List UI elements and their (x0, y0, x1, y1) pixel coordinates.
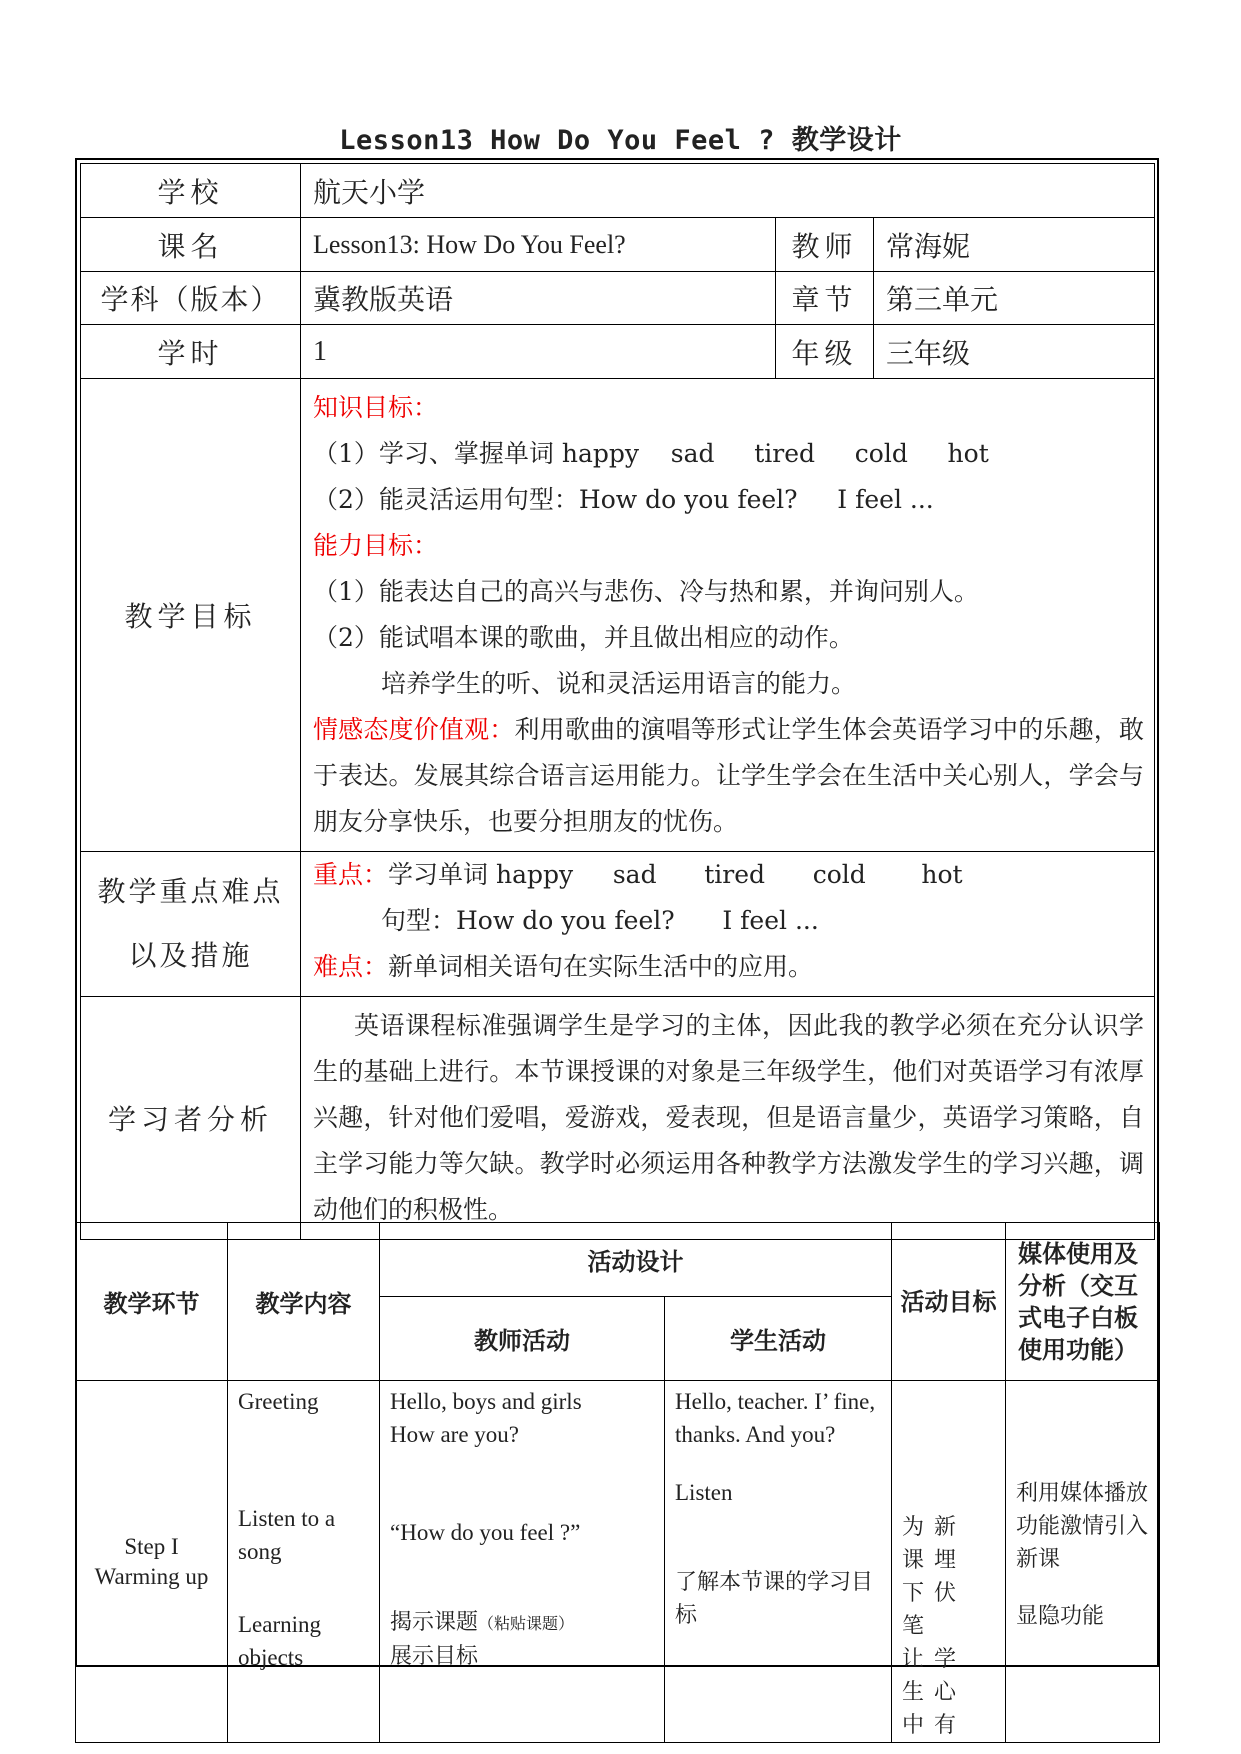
content-listen-song: Listen to a song (238, 1506, 336, 1564)
chapter-value: 第三单元 (874, 272, 1155, 325)
content-learning-objects: Learning objects (238, 1612, 322, 1670)
process-row-step1 (76, 1381, 1160, 1743)
row-school (81, 164, 1155, 218)
step1-teacher-cell (380, 1381, 665, 1743)
hours-value: 1 (301, 325, 776, 379)
step1-student-cell (665, 1381, 892, 1743)
header-teacher: 教师活动 (380, 1297, 665, 1381)
student-listen: Listen (675, 1480, 733, 1505)
learner-label: 学习者分析 (81, 997, 301, 1240)
objectives-label: 教学目标 (81, 379, 301, 852)
focus-label-line2: 以及措施 (128, 939, 253, 972)
subject-label: 学科（版本） (81, 272, 301, 325)
difficult-line (313, 944, 1144, 990)
process-header-row-1 (76, 1223, 1160, 1297)
grade-label: 年级 (776, 325, 874, 379)
key-heading: 重点： (313, 860, 389, 889)
learner-content (301, 997, 1155, 1240)
difficult-text: 新单词相关语句在实际生活中的应用。 (388, 952, 814, 981)
header-stage: 教学环节 (76, 1223, 228, 1381)
grade-value: 三年级 (874, 325, 1155, 379)
teacher-reveal-topic (390, 1606, 654, 1640)
info-table (80, 163, 1155, 1240)
subject-value: 冀教版英语 (301, 272, 776, 325)
header-content: 教学内容 (228, 1223, 380, 1381)
ability-item-3: 培养学生的听、说和灵活运用语言的能力。 (381, 669, 857, 698)
focus-label-line1: 教学重点难点 (97, 875, 284, 908)
teacher-reveal-note: （粘贴课题） (478, 1614, 575, 1633)
content-greeting: Greeting (238, 1389, 319, 1414)
emotion-text: 利用歌曲的演唱等形式让学生体会英语学习中的乐趣，敢于表达。发展其综合语言运用能力。让学生学会在生活中关心别人，学会与朋友分享快乐，也要分担朋友的忧伤。 (313, 715, 1144, 836)
key-pattern: 句型：How do you feel? I feel ... (381, 906, 819, 935)
header-activity: 活动设计 (380, 1223, 892, 1297)
goal-students-mind: 让学生心中有 (902, 1647, 967, 1738)
goal-foreshadow: 为新课埋下伏笔 (902, 1515, 967, 1639)
process-table (75, 1222, 1160, 1743)
chapter-label: 章节 (776, 272, 874, 325)
row-learner (81, 997, 1155, 1240)
emotion-heading: 情感态度价值观： (313, 715, 515, 744)
focus-label (81, 852, 301, 997)
row-objectives (81, 379, 1155, 852)
school-value: 航天小学 (301, 164, 1155, 218)
teacher-label: 教师 (776, 218, 874, 272)
step1-media-cell (1006, 1381, 1160, 1743)
teacher-reveal-text: 揭示课题 (390, 1610, 479, 1635)
student-greeting: Hello, teacher. I’ fine, thanks. And you? (675, 1389, 876, 1447)
emotion-paragraph (313, 707, 1144, 845)
row-subject (81, 272, 1155, 325)
header-student: 学生活动 (665, 1297, 892, 1381)
knowledge-heading: 知识目标： (313, 393, 439, 422)
teacher-greeting: Hello, boys and girls How are you? (390, 1389, 582, 1447)
student-understand-goals: 了解本节课的学习目标 (675, 1570, 874, 1628)
step1-content-cell (228, 1381, 380, 1743)
ability-item-1: （1）能表达自己的高兴与悲伤、冷与热和累，并询问别人。 (313, 577, 979, 606)
focus-content (301, 852, 1155, 997)
hours-label: 学时 (81, 325, 301, 379)
school-label: 学校 (81, 164, 301, 218)
media-show-hide: 显隐功能 (1016, 1604, 1105, 1629)
knowledge-item-1: （1）学习、掌握单词 happy sad tired cold hot (313, 439, 989, 468)
key-line (313, 852, 1144, 898)
row-lesson (81, 218, 1155, 272)
teacher-show-goals: 展示目标 (390, 1644, 479, 1669)
ability-heading: 能力目标： (313, 531, 439, 560)
lesson-value: Lesson13: How Do You Feel? (301, 218, 776, 272)
ability-item-2: （2）能试唱本课的歌曲，并且做出相应的动作。 (313, 623, 854, 652)
key-text: 学习单词 happy sad tired cold hot (388, 860, 963, 889)
media-play: 利用媒体播放功能激情引入新课 (1016, 1481, 1149, 1572)
header-goal: 活动目标 (892, 1223, 1006, 1381)
teacher-song-question: “How do you feel ?” (390, 1520, 581, 1545)
row-hours (81, 325, 1155, 379)
knowledge-item-2: （2）能灵活运用句型：How do you feel? I feel ... (313, 485, 934, 514)
header-media: 媒体使用及分析（交互式电子白板使用功能） (1006, 1223, 1160, 1381)
teacher-value: 常海妮 (874, 218, 1155, 272)
difficult-heading: 难点： (313, 952, 389, 981)
learner-text: 英语课程标准强调学生是学习的主体，因此我的教学必须在充分认识学生的基础上进行。本节课授课的对象是三年级学生，他们对英语学习有浓厚兴趣，针对他们爱唱，爱游戏，爱表现，但是语言量少，英语学习策略，自主学习能力等欠缺。教学时必须运用各种教学方法激发学生的学习兴趣，调动他们的积极性。 (313, 1011, 1144, 1224)
step-name: Step I Warming up (76, 1381, 228, 1743)
document-title: Lesson13 How Do You Feel ? 教学设计 (339, 125, 902, 156)
row-focus (81, 852, 1155, 997)
step1-goal-cell (892, 1381, 1006, 1743)
lesson-label: 课名 (81, 218, 301, 272)
objectives-content (301, 379, 1155, 852)
